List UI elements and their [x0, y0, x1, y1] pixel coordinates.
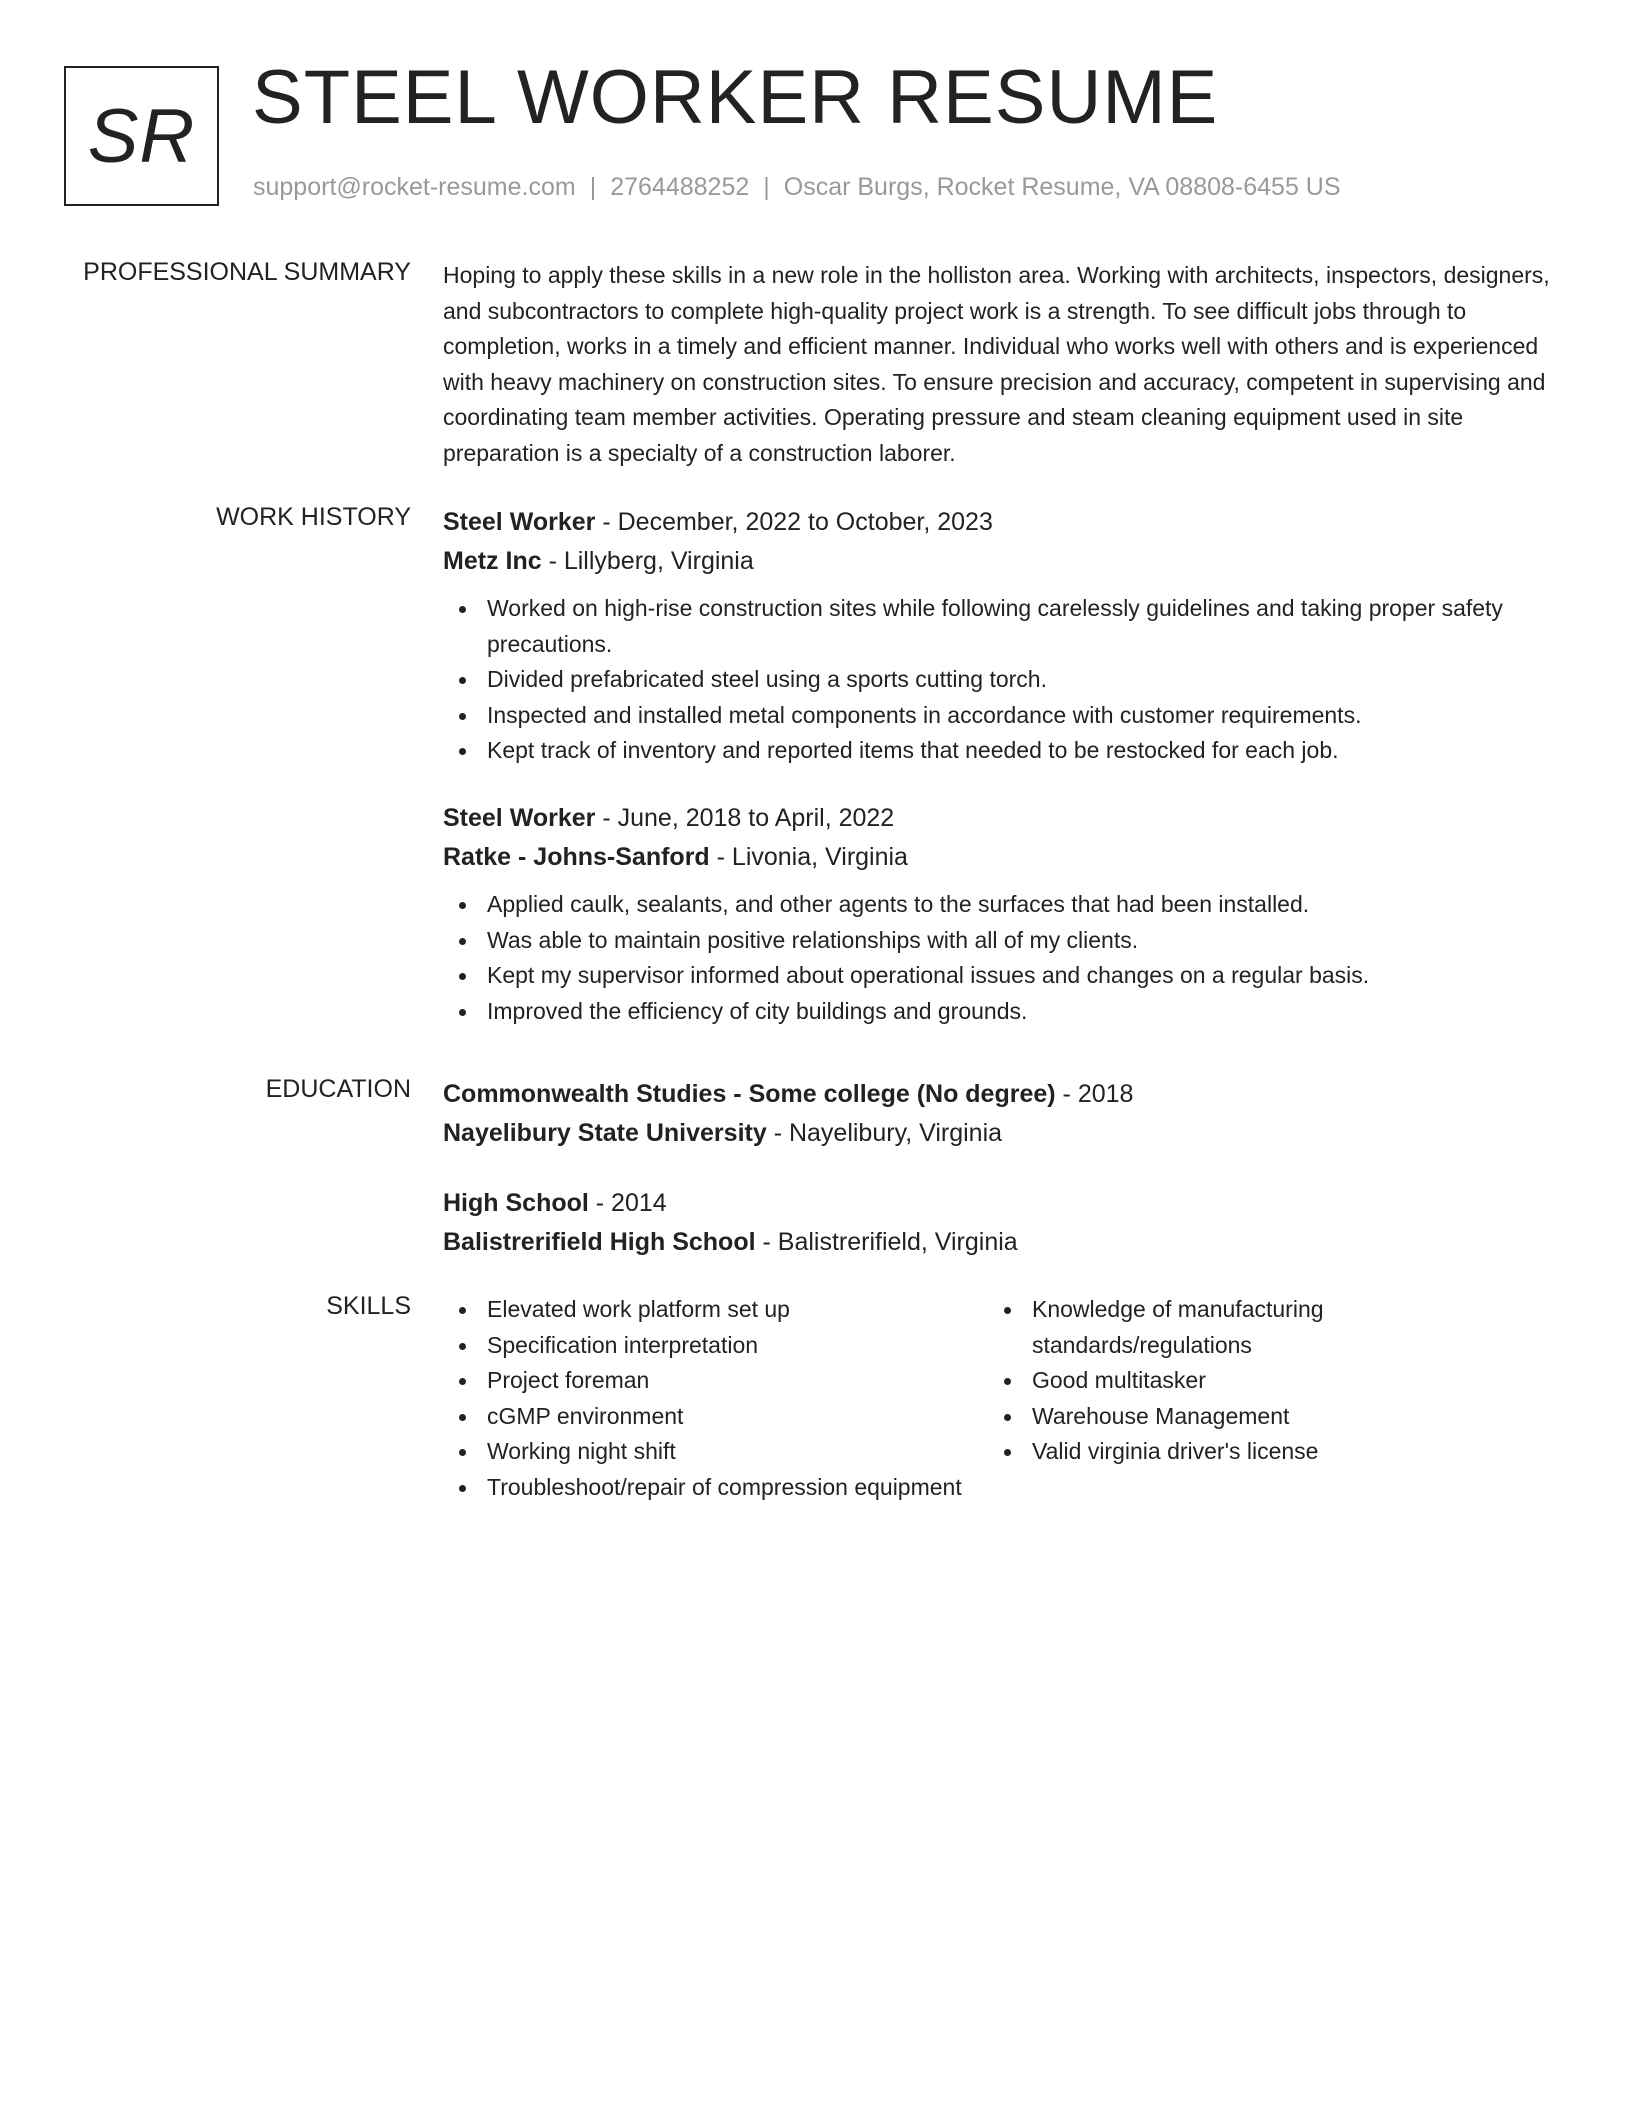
skill-item: Knowledge of manufacturing standards/regulations — [988, 1292, 1372, 1363]
job-title-line — [443, 799, 1558, 838]
education-school-line — [443, 1114, 1558, 1153]
skill-item: Elevated work platform set up — [443, 1292, 988, 1328]
skill-item: Specification interpretation — [443, 1328, 988, 1364]
job-company-line — [443, 838, 1558, 877]
job-location: - Lillyberg, Virginia — [541, 547, 754, 575]
skills-body — [443, 1292, 1558, 1506]
job-title: Steel Worker — [443, 803, 596, 832]
education-degree-line — [443, 1184, 1558, 1223]
job-title-line — [443, 503, 1558, 542]
skill-item: Working night shift — [443, 1434, 988, 1470]
job-bullets — [443, 591, 1558, 769]
job-location: - Livonia, Virginia — [709, 842, 908, 871]
contact-email[interactable]: support@rocket-resume.com — [253, 173, 576, 201]
education-school: Nayelibury State University — [443, 1119, 767, 1147]
education-body — [443, 1075, 1558, 1262]
job-company: Metz Inc — [443, 547, 542, 575]
skill-item: Warehouse Management — [988, 1399, 1408, 1435]
summary-text: Hoping to apply these skills in a new role in the holliston area. Working with architects, inspectors, designers, and subcontractors to complete high-quality project work is a strength. To see difficult jobs through to completion, works in a timely and efficient manner. Individual who works well with others and is experienced with heavy machinery on construction sites. To ensure precision and accuracy, competent in supervising and coordinating team member activities. Operating pressure and steam cleaning equipment used in site preparation is a specialty of a construction laborer. — [443, 262, 1550, 466]
job-bullet: Was able to maintain positive relationships with all of my clients. — [443, 923, 1558, 959]
job-bullet: Improved the efficiency of city buildings and grounds. — [443, 994, 1558, 1030]
education-heading: EDUCATION — [265, 1075, 411, 1103]
resume-title: STEEL WORKER RESUME — [252, 55, 1219, 140]
job-entry — [443, 503, 1558, 769]
skill-item: Valid virginia driver's license — [988, 1434, 1408, 1470]
education-year: - 2014 — [588, 1189, 667, 1217]
contact-separator: | — [589, 173, 597, 201]
education-year: - 2018 — [1055, 1080, 1134, 1108]
job-title: Steel Worker — [443, 508, 596, 536]
job-bullet: Kept track of inventory and reported items that needed to be restocked for each job. — [443, 733, 1558, 769]
job-bullet: Kept my supervisor informed about operational issues and changes on a regular basis. — [443, 958, 1558, 994]
education-degree: Commonwealth Studies - Some college (No degree) — [443, 1080, 1056, 1108]
education-entry — [443, 1184, 1558, 1262]
education-location: - Nayelibury, Virginia — [766, 1119, 1003, 1147]
job-bullet: Worked on high-rise construction sites while following carelessly guidelines and taking proper safety precautions. — [443, 591, 1558, 662]
contact-phone[interactable]: 2764488252 — [610, 173, 750, 201]
education-degree: High School — [443, 1189, 589, 1217]
job-bullet: Applied caulk, sealants, and other agents to the surfaces that had been installed. — [443, 887, 1558, 923]
skills-column-2 — [988, 1292, 1408, 1506]
skills-heading: SKILLS — [326, 1292, 411, 1320]
job-bullets — [443, 887, 1558, 1029]
monogram-badge — [64, 66, 219, 206]
education-school: Balistrerifield High School — [443, 1228, 756, 1256]
job-bullet: Inspected and installed metal components in accordance with customer requirements. — [443, 698, 1558, 734]
education-location: - Balistrerifield, Virginia — [755, 1228, 1018, 1256]
job-entry — [443, 799, 1558, 1029]
contact-separator: | — [763, 173, 770, 201]
work-history-heading: WORK HISTORY — [216, 503, 411, 531]
job-bullet: Divided prefabricated steel using a sports cutting torch. — [443, 662, 1558, 698]
skill-item: Good multitasker — [988, 1363, 1408, 1399]
skills-columns — [443, 1292, 1558, 1506]
job-company: Ratke - Johns-Sanford — [443, 842, 710, 871]
contact-line — [253, 173, 1341, 202]
job-dates: - December, 2022 to October, 2023 — [595, 508, 993, 536]
skill-item: cGMP environment — [443, 1399, 988, 1435]
skills-list-1 — [443, 1292, 988, 1506]
skills-list-2 — [988, 1292, 1408, 1470]
work-history-body — [443, 503, 1558, 1029]
skills-column-1 — [443, 1292, 988, 1506]
contact-address: Oscar Burgs, Rocket Resume, VA 08808-6455 US — [783, 173, 1341, 201]
education-school-line — [443, 1223, 1558, 1262]
summary-body — [443, 258, 1558, 472]
job-dates: - June, 2018 to April, 2022 — [595, 803, 895, 832]
summary-heading: PROFESSIONAL SUMMARY — [83, 258, 411, 286]
job-company-line — [443, 542, 1558, 581]
monogram-initials: SR — [87, 93, 196, 179]
skill-item: Troubleshoot/repair of compression equipment — [443, 1470, 988, 1506]
skill-item: Project foreman — [443, 1363, 988, 1399]
education-entry — [443, 1075, 1558, 1153]
education-degree-line — [443, 1075, 1558, 1114]
